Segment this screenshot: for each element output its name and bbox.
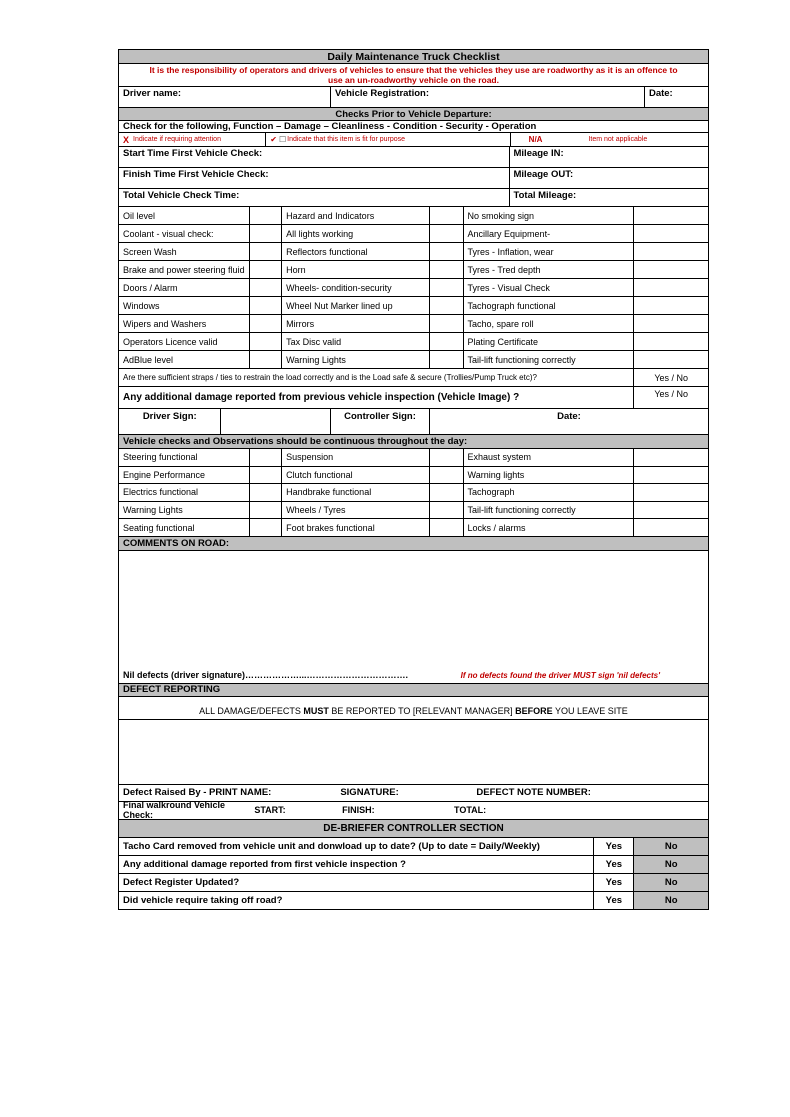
check-cell[interactable]: [634, 207, 708, 224]
checklist-row: [119, 467, 708, 485]
legend-na-text: Item not applicable: [588, 136, 648, 143]
checklist-row: [119, 261, 708, 279]
item-label: Wheels- condition-security: [282, 279, 430, 296]
item-label: Operators Licence valid: [119, 333, 250, 350]
debriefer-question: Any additional damage reported from first vehicle inspection ?: [119, 856, 594, 873]
item-label: Warning Lights: [119, 502, 250, 519]
legend-fit-text: Indicate that this item is fit for purpose: [287, 136, 406, 143]
mileage-out-label: Mileage OUT:: [513, 169, 574, 180]
yes-cell[interactable]: Yes: [594, 892, 634, 909]
notice-mid: BE REPORTED TO [RELEVANT MANAGER]: [328, 705, 516, 716]
form-title: Daily Maintenance Truck Checklist: [327, 50, 500, 63]
comments-input-area[interactable]: [119, 551, 708, 670]
straps-row: [119, 369, 708, 387]
item-label: Warning lights: [464, 467, 635, 484]
item-label: AdBlue level: [119, 351, 250, 368]
check-cell[interactable]: [430, 519, 464, 536]
check-cell[interactable]: [430, 484, 464, 501]
item-label: Coolant - visual check:: [119, 225, 250, 242]
total-time-row: [119, 189, 708, 207]
item-label: Suspension: [282, 449, 430, 466]
defect-reporting-header: [119, 684, 708, 697]
nil-defects-label: Nil defects (driver signature)………………...…………………………….: [123, 669, 409, 680]
previous-damage-question: Any additional damage reported from previous vehicle inspection (Vehicle Image) ?: [119, 387, 634, 408]
debriefer-row: [119, 892, 708, 910]
date-field[interactable]: [645, 87, 708, 107]
item-label: Warning Lights: [282, 351, 430, 368]
check-cell[interactable]: [250, 279, 282, 296]
comments-box[interactable]: [119, 551, 708, 684]
check-cell[interactable]: [634, 484, 708, 501]
item-label: Seating functional: [119, 519, 250, 536]
item-label: Screen Wash: [119, 243, 250, 260]
check-cell[interactable]: [430, 467, 464, 484]
driver-sign-field[interactable]: [221, 409, 331, 434]
walkround-finish-label: FINISH:: [342, 805, 375, 816]
debriefer-row: [119, 838, 708, 856]
driver-name-field[interactable]: [119, 87, 331, 107]
item-label: No smoking sign: [464, 207, 635, 224]
checklist-row: [119, 315, 708, 333]
notice-post: YOU LEAVE SITE: [552, 705, 628, 716]
continuous-checks-title: Vehicle checks and Observations should be continuous throughout the day:: [123, 436, 468, 447]
date-label: Date:: [648, 88, 673, 99]
check-cell[interactable]: [430, 333, 464, 350]
mileage-in-field[interactable]: [510, 147, 708, 167]
walkround-start-label: START:: [254, 805, 286, 816]
item-label: Tyres - Tred depth: [464, 261, 635, 278]
debriefer-title: DE-BRIEFER CONTROLLER SECTION: [323, 822, 504, 834]
item-label: Mirrors: [282, 315, 430, 332]
driver-sign-label: Driver Sign:: [142, 411, 197, 422]
check-cell[interactable]: [250, 243, 282, 260]
check-cell[interactable]: [250, 315, 282, 332]
nil-defects-note: If no defects found the driver MUST sign 'nil defects': [460, 670, 660, 680]
check-cell[interactable]: [634, 467, 708, 484]
item-label: Tachograph: [464, 484, 635, 501]
driver-sign-label-cell: [119, 409, 221, 434]
check-cell[interactable]: [250, 225, 282, 242]
item-label: Engine Performance: [119, 467, 250, 484]
debriefer-row: [119, 874, 708, 892]
item-label: Tyres - Visual Check: [464, 279, 635, 296]
disclaimer-row: [119, 64, 708, 87]
defect-details-box[interactable]: [119, 720, 708, 785]
check-cell[interactable]: [430, 315, 464, 332]
controller-sign-label: Controller Sign:: [344, 411, 416, 422]
straps-question: Are there sufficient straps / ties to restrain the load correctly and is the Load safe & secure (Trollies/Pump Truck etc)?: [119, 369, 634, 386]
check-cell[interactable]: [430, 207, 464, 224]
debriefer-question: Tacho Card removed from vehicle unit and donwload up to date? (Up to date = Daily/Weekly): [119, 838, 594, 855]
item-label: Foot brakes functional: [282, 519, 430, 536]
check-cell[interactable]: [430, 449, 464, 466]
item-label: Tail-lift functioning correctly: [464, 502, 635, 519]
check-cell[interactable]: [634, 243, 708, 260]
item-label: Tyres - Inflation, wear: [464, 243, 635, 260]
check-cell[interactable]: [634, 297, 708, 314]
defect-note-number-label: DEFECT NOTE NUMBER:: [476, 787, 591, 799]
item-label: Clutch functional: [282, 467, 430, 484]
item-label: Handbrake functional: [282, 484, 430, 501]
truck-checklist-form: [118, 49, 709, 910]
item-label: Reflectors functional: [282, 243, 430, 260]
no-cell[interactable]: No: [634, 838, 708, 855]
check-cell[interactable]: [430, 297, 464, 314]
checklist-row: [119, 225, 708, 243]
defect-reporting-title: DEFECT REPORTING: [123, 684, 221, 696]
checks-prior-title: Checks Prior to Vehicle Departure:: [335, 108, 492, 120]
item-label: Tacho, spare roll: [464, 315, 635, 332]
sign-date-label: Date:: [557, 411, 581, 422]
check-cell[interactable]: [250, 502, 282, 519]
legend-attention: [119, 133, 266, 146]
start-time-row: [119, 147, 708, 168]
yes-cell[interactable]: Yes: [594, 838, 634, 855]
no-cell[interactable]: No: [634, 856, 708, 873]
item-label: Tax Disc valid: [282, 333, 430, 350]
item-label: Doors / Alarm: [119, 279, 250, 296]
no-cell[interactable]: No: [634, 892, 708, 909]
item-label: Wipers and Washers: [119, 315, 250, 332]
comments-title: COMMENTS ON ROAD:: [123, 537, 230, 549]
previous-damage-row: [119, 387, 708, 409]
checklist-row: [119, 351, 708, 369]
check-cell[interactable]: [250, 484, 282, 501]
check-cell[interactable]: [430, 261, 464, 278]
item-label: Tail-lift functioning correctly: [464, 351, 635, 368]
straps-yes-no[interactable]: Yes / No: [654, 372, 689, 383]
checkbox-icon: ☐: [278, 135, 287, 144]
check-cell[interactable]: [250, 333, 282, 350]
checklist-row: [119, 502, 708, 520]
item-label: Wheel Nut Marker lined up: [282, 297, 430, 314]
comments-header: [119, 537, 708, 551]
total-mileage-label: Total Mileage:: [513, 190, 577, 201]
start-time-field[interactable]: [119, 147, 510, 167]
check-cell[interactable]: [250, 467, 282, 484]
check-cell[interactable]: [250, 449, 282, 466]
yes-cell[interactable]: Yes: [594, 856, 634, 873]
check-cell[interactable]: [634, 351, 708, 368]
disclaimer-text: It is the responsibility of operators and drivers of vehicles to ensure that the vehicles they use are roadworthy as it is an offence to use an un-roadworthy vehicle on the road.: [149, 64, 678, 85]
finish-time-label: Finish Time First Vehicle Check:: [123, 169, 269, 180]
total-mileage-field[interactable]: [510, 189, 708, 206]
notice-must: MUST: [303, 705, 329, 716]
item-label: Ancillary Equipment-: [464, 225, 635, 242]
item-label: Exhaust system: [464, 449, 635, 466]
check-cell[interactable]: [634, 261, 708, 278]
item-label: Wheels / Tyres: [282, 502, 430, 519]
previous-damage-yes-no[interactable]: Yes / No: [654, 389, 689, 399]
legend-na: [511, 133, 708, 146]
checklist-row: [119, 333, 708, 351]
start-time-label: Start Time First Vehicle Check:: [123, 148, 263, 159]
signature-row: [119, 409, 708, 435]
continuous-checks-header: [119, 435, 708, 449]
x-mark-icon: X: [123, 134, 130, 145]
check-cell[interactable]: [430, 351, 464, 368]
check-for-text: Check for the following, Function – Damage – Cleanliness - Condition - Security - Operation: [123, 121, 537, 132]
checklist-row: [119, 279, 708, 297]
legend-attention-text: Indicate if requiring attention: [133, 136, 221, 143]
checklist-row: [119, 297, 708, 315]
checklist-row: [119, 207, 708, 225]
defect-notice-row: [119, 697, 708, 720]
defect-notice-text: [199, 706, 628, 716]
finish-time-field[interactable]: [119, 168, 510, 188]
signature-label: SIGNATURE:: [340, 787, 399, 799]
walkround-total-label: TOTAL:: [454, 805, 487, 816]
final-walkround-row: [119, 802, 708, 820]
notice-pre: ALL DAMAGE/DEFECTS: [199, 705, 304, 716]
vehicle-registration-label: Vehicle Registration:: [335, 88, 430, 99]
mileage-in-label: Mileage IN:: [513, 148, 564, 159]
item-label: Windows: [119, 297, 250, 314]
finish-time-row: [119, 168, 708, 189]
item-label: Locks / alarms: [464, 519, 635, 536]
check-cell[interactable]: [250, 261, 282, 278]
check-cell[interactable]: [634, 333, 708, 350]
debriefer-question: Defect Register Updated?: [119, 874, 594, 891]
total-time-field[interactable]: [119, 189, 510, 206]
check-cell[interactable]: [250, 519, 282, 536]
check-for-row: [119, 121, 708, 133]
check-cell[interactable]: [634, 449, 708, 466]
final-walkround-label: Final walkround Vehicle Check:: [123, 800, 226, 821]
check-cell[interactable]: [634, 502, 708, 519]
check-cell[interactable]: [250, 351, 282, 368]
form-title-bar: [119, 50, 708, 64]
sign-date-field[interactable]: [430, 409, 708, 434]
checklist-row: [119, 519, 708, 537]
debriefer-header: [119, 820, 708, 838]
yes-cell[interactable]: Yes: [594, 874, 634, 891]
debriefer-question: Did vehicle require taking off road?: [119, 892, 594, 909]
check-cell[interactable]: [634, 279, 708, 296]
item-label: Brake and power steering fluid: [119, 261, 250, 278]
defect-raised-by-label: Defect Raised By - PRINT NAME:: [123, 787, 272, 799]
total-time-label: Total Vehicle Check Time:: [123, 190, 240, 201]
controller-sign-label-cell: [331, 409, 430, 434]
check-cell[interactable]: [250, 207, 282, 224]
item-label: Hazard and Indicators: [282, 207, 430, 224]
nil-defects-row: [119, 670, 708, 683]
item-label: Tachograph functional: [464, 297, 635, 314]
legend-row: [119, 133, 708, 147]
check-cell[interactable]: [634, 315, 708, 332]
mileage-out-field[interactable]: [510, 168, 708, 188]
item-label: All lights working: [282, 225, 430, 242]
item-label: Steering functional: [119, 449, 250, 466]
checklist-row: [119, 243, 708, 261]
vehicle-registration-field[interactable]: [331, 87, 645, 107]
item-label: Oil level: [119, 207, 250, 224]
check-mark-icon: ✔: [270, 135, 277, 144]
check-cell[interactable]: [430, 243, 464, 260]
na-symbol: N/A: [528, 135, 543, 144]
no-cell[interactable]: No: [634, 874, 708, 891]
check-cell[interactable]: [634, 519, 708, 536]
checklist-row: [119, 484, 708, 502]
check-cell[interactable]: [430, 279, 464, 296]
item-label: Plating Certificate: [464, 333, 635, 350]
debriefer-row: [119, 856, 708, 874]
driver-info-row: [119, 87, 708, 108]
legend-fit: [266, 133, 510, 146]
check-cell[interactable]: [430, 225, 464, 242]
checks-prior-header: [119, 108, 708, 121]
item-label: Electrics functional: [119, 484, 250, 501]
checklist-row: [119, 449, 708, 467]
check-cell[interactable]: [430, 502, 464, 519]
check-cell[interactable]: [634, 225, 708, 242]
defect-raised-row: [119, 785, 708, 802]
notice-before: BEFORE: [515, 705, 553, 716]
item-label: Horn: [282, 261, 430, 278]
check-cell[interactable]: [250, 297, 282, 314]
driver-name-label: Driver name:: [123, 88, 182, 99]
